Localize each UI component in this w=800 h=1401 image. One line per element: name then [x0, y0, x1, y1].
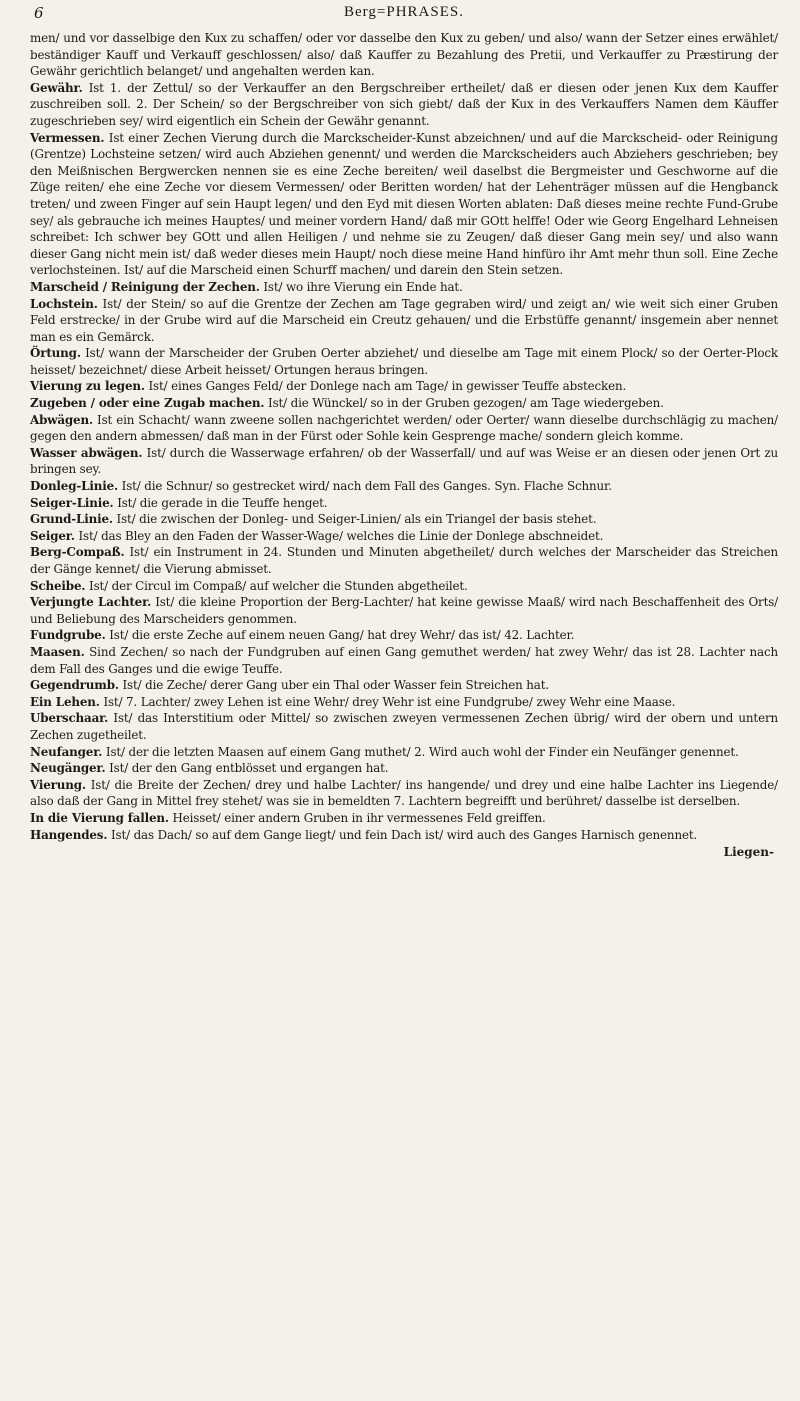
entry-term: Uberschaar. — [30, 711, 109, 726]
glossary-entry — [30, 744, 778, 761]
entry-definition: Ist/ der den Gang entblösset und ergangen hat. — [109, 761, 389, 776]
entry-term: Gewähr. — [30, 80, 83, 95]
glossary-entry — [30, 511, 778, 528]
entry-term: Seiger-Linie. — [30, 495, 114, 510]
entry-definition: Sind Zechen/ so nach der Fundgruben auf einen Gang gemuthet werden/ hat zwey Wehr/ das ist 28. Lachter nach dem Fall des Ganges und die ewige Teuffe. — [30, 644, 778, 676]
entry-term: Marscheid / Reinigung der Zechen. — [30, 279, 260, 294]
entry-term: Vierung. — [30, 777, 86, 792]
page-header — [30, 4, 778, 26]
glossary-entry — [30, 30, 778, 80]
entry-term: Hangendes. — [30, 827, 108, 842]
glossary-entry — [30, 710, 778, 743]
entry-definition: Ist/ der Stein/ so auf die Grentze der Zechen am Tage gegraben wird/ und zeigt an/ wie weit sich einer Gruben Feld erstrecke/ in der Grube wird auf die Marscheid ein Creutz gehauen/ und die Erbstüffe genannt/ insgemein aber nennet man es ein Gemärck. — [30, 296, 779, 344]
entry-definition: Ist/ wann der Marscheider der Gruben Oerter abziehet/ und dieselbe am Tage mit einem Plock/ so der Oerter-Plock heisset/ bezeichnet/ diese Arbeit heisset/ Ortungen heraus bringen. — [30, 346, 778, 377]
entry-definition: Ist/ die gerade in die Teuffe henget. — [117, 495, 328, 510]
entry-definition: Ist/ die erste Zeche auf einem neuen Gang/ hat drey Wehr/ das ist/ 42. Lachter. — [109, 628, 575, 643]
entry-definition: Ist/ 7. Lachter/ zwey Lehen ist eine Wehr/ drey Wehr ist eine Fundgrube/ zwey Wehr eine Maase. — [103, 694, 676, 709]
entry-definition: Ist ein Schacht/ wann zweene sollen nachgerichtet werden/ oder Oerter/ wann dieselbe durchschlägig zu machen/ gegen den andern abmessen/ daß man in der Fürst oder Sohle kein Gesprenge mache/ sondern gleich komme. — [30, 412, 778, 444]
entry-definition: Ist/ der die letzten Maasen auf einem Gang muthet/ 2. Wird auch wohl der Finder ein Neufänger genennet. — [105, 744, 739, 759]
entry-definition: Ist/ eines Ganges Feld/ der Donlege nach am Tage/ in gewisser Teuffe abstecken. — [148, 379, 627, 394]
glossary-entry — [30, 478, 778, 495]
glossary-entry — [30, 495, 778, 512]
glossary-entry — [30, 412, 778, 445]
glossary-entry — [30, 578, 778, 595]
running-title: Berg=PHRASES. — [344, 4, 464, 20]
glossary-text — [30, 30, 778, 843]
entry-term: In die Vierung fallen. — [30, 810, 169, 825]
entry-term: Zugeben / oder eine Zugab machen. — [30, 396, 265, 411]
entry-definition: Ist/ die zwischen der Donleg- und Seiger-Linien/ als ein Triangel der basis stehet. — [116, 512, 597, 527]
entry-term: Vermessen. — [30, 130, 105, 145]
glossary-entry — [30, 594, 778, 627]
entry-term: Maasen. — [30, 644, 85, 659]
entry-definition: Ist/ die Breite der Zechen/ drey und halbe Lachter/ ins hangende/ und drey und eine halbe Lachter ins Liegende/ also daß der Gang in Mittel frey stehet/ was sie in bemeldten 7. Lachtern begreifft und berühret/ dasselbe ist derselben. — [30, 777, 778, 809]
entry-definition: Ist 1. der Zettul/ so der Verkauffer an den Bergschreiber ertheilet/ daß er diesen oder jenen Kux dem Kauffer zuschreiben soll. 2. Der Schein/ so der Bergschreiber von sich giebt/ daß der Kux in des Verkauffers Namen dem Käuffer zugeschrieben sey/ wird eigentlich ein Schein der Gewähr genannt. — [30, 80, 778, 128]
entry-term: Ein Lehen. — [30, 694, 100, 709]
entry-term: Lochstein. — [30, 296, 98, 311]
entry-term: Berg-Compaß. — [30, 545, 125, 560]
entry-term: Grund-Linie. — [30, 512, 113, 527]
entry-term: Scheibe. — [30, 578, 86, 593]
glossary-entry — [30, 760, 778, 777]
entry-term: Donleg-Linie. — [30, 479, 119, 494]
entry-definition: Ist/ ein Instrument in 24. Stunden und Minuten abgetheilet/ durch welches der Marscheider das Streichen der Gänge kennet/ die Vierung abmisset. — [30, 545, 778, 576]
glossary-entry — [30, 378, 778, 395]
glossary-entry — [30, 694, 778, 711]
glossary-entry — [30, 677, 778, 694]
entry-term: Neufanger. — [30, 744, 103, 759]
entry-definition: Ist einer Zechen Vierung durch die Marckscheider-Kunst abzeichnen/ und auf die Marckscheid- oder Reinigung (Grentze) Lochsteine setzen/ wird auch Abziehen genennt/ und werden die Marckscheiders auch Abziehers geschrieben; bey den Meißnischen Bergwercken nennen sie es eine Zeche bereiten/ weil daselbst die Bergmeister und Geschworne auf die Züge reiten/ ehe eine Zeche vor diesem Vermessen/ oder Beritten worden/ hat der Lehenträger müssen auf die Hengbanck treten/ und zween Finger auf sein Haupt legen/ und den Eyd mit diesen Worten ablaten: Daß dieses meine rechte Fund-Grube sey/ als gebrauche ich meines Hauptes/ und meiner vordern Hand/ daß mir GOtt helffe! Oder wie Georg Engelhard Lehneisen schreibet: Ich schwer bey GOtt und allen Heiligen / und nehme sie zu Zeugen/ daß dieser Gang mein sey/ und also wann dieser Gang nicht mein ist/ daß weder dieses mein Haupt/ noch diese meine Hand hinfüro ihr Amt mehr thun soll. Eine Zeche verlochsteinen. Ist/ auf die Marscheid einen Schurff machen/ und darein den Stein setzen. — [30, 130, 778, 278]
entry-term: Abwägen. — [30, 412, 93, 427]
glossary-entry — [30, 777, 778, 810]
glossary-entry — [30, 395, 778, 412]
entry-definition: Heisset/ einer andern Gruben in ihr vermessenes Feld greiffen. — [172, 810, 546, 825]
entry-definition: Ist/ das Dach/ so auf dem Gange liegt/ und fein Dach ist/ wird auch des Ganges Harnisch genennet. — [110, 827, 698, 842]
entry-definition: Ist/ die Wünckel/ so in der Gruben gezogen/ am Tage wiedergeben. — [268, 396, 664, 411]
entry-definition: Ist/ der Circul im Compaß/ auf welcher die Stunden abgetheilet. — [89, 578, 468, 593]
entry-term: Wasser abwägen. — [30, 445, 143, 460]
glossary-entry — [30, 80, 778, 130]
entry-definition: Ist/ das Bley an den Faden der Wasser-Wage/ welches die Linie der Donlege abschneidet. — [78, 528, 604, 543]
entry-definition: Ist/ die Schnur/ so gestrecket wird/ nach dem Fall des Ganges. Syn. Flache Schnur. — [121, 479, 612, 494]
glossary-entry — [30, 627, 778, 644]
entry-definition: Ist/ die Zeche/ derer Gang uber ein Thal oder Wasser fein Streichen hat. — [122, 678, 549, 693]
entry-term: Fundgrube. — [30, 628, 106, 643]
entry-definition: Ist/ durch die Wasserwage erfahren/ ob der Wasserfall/ und auf was Weise er an diesen oder jenen Ort zu bringen sey. — [30, 445, 779, 477]
glossary-entry — [30, 445, 778, 478]
entry-term: Seiger. — [30, 528, 75, 543]
glossary-entry — [30, 528, 778, 545]
entry-term: Verjungte Lachter. — [30, 595, 152, 610]
glossary-entry — [30, 827, 778, 844]
entry-definition: Ist/ das Interstitium oder Mittel/ so zwischen zweyen vermessenen Zechen übrig/ wird der obern und untern Zechen zugetheilet. — [30, 711, 778, 742]
entry-term: Örtung. — [30, 346, 81, 361]
glossary-entry — [30, 644, 778, 677]
glossary-entry — [30, 810, 778, 827]
entry-definition: men/ und vor dasselbige den Kux zu schaffen/ oder vor dasselbe den Kux zu geben/ und also/ wann der Setzer eines erwählet/ beständiger Kauff und Verkauff geschlossen/ also/ daß Kauffer zu Bezahlung des Pretii, und Verkauffer zu Præstirung der Gewähr gerichtlich belanget/ und angehalten werden kan. — [30, 31, 778, 79]
glossary-entry — [30, 544, 778, 577]
entry-definition: Ist/ die kleine Proportion der Berg-Lachter/ hat keine gewisse Maaß/ wird nach Beschaffenheit des Orts/ und Beliebung des Marscheiders genommen. — [30, 595, 779, 626]
entry-term: Vierung zu legen. — [30, 379, 145, 394]
page-number: 6 — [34, 4, 44, 22]
entry-definition: Ist/ wo ihre Vierung ein Ende hat. — [263, 279, 463, 294]
glossary-entry — [30, 130, 778, 279]
entry-term: Neugänger. — [30, 761, 106, 776]
glossary-entry — [30, 279, 778, 296]
glossary-entry — [30, 296, 778, 346]
catchword: Liegen- — [723, 845, 774, 860]
glossary-entry — [30, 345, 778, 378]
entry-term: Gegendrumb. — [30, 678, 119, 693]
